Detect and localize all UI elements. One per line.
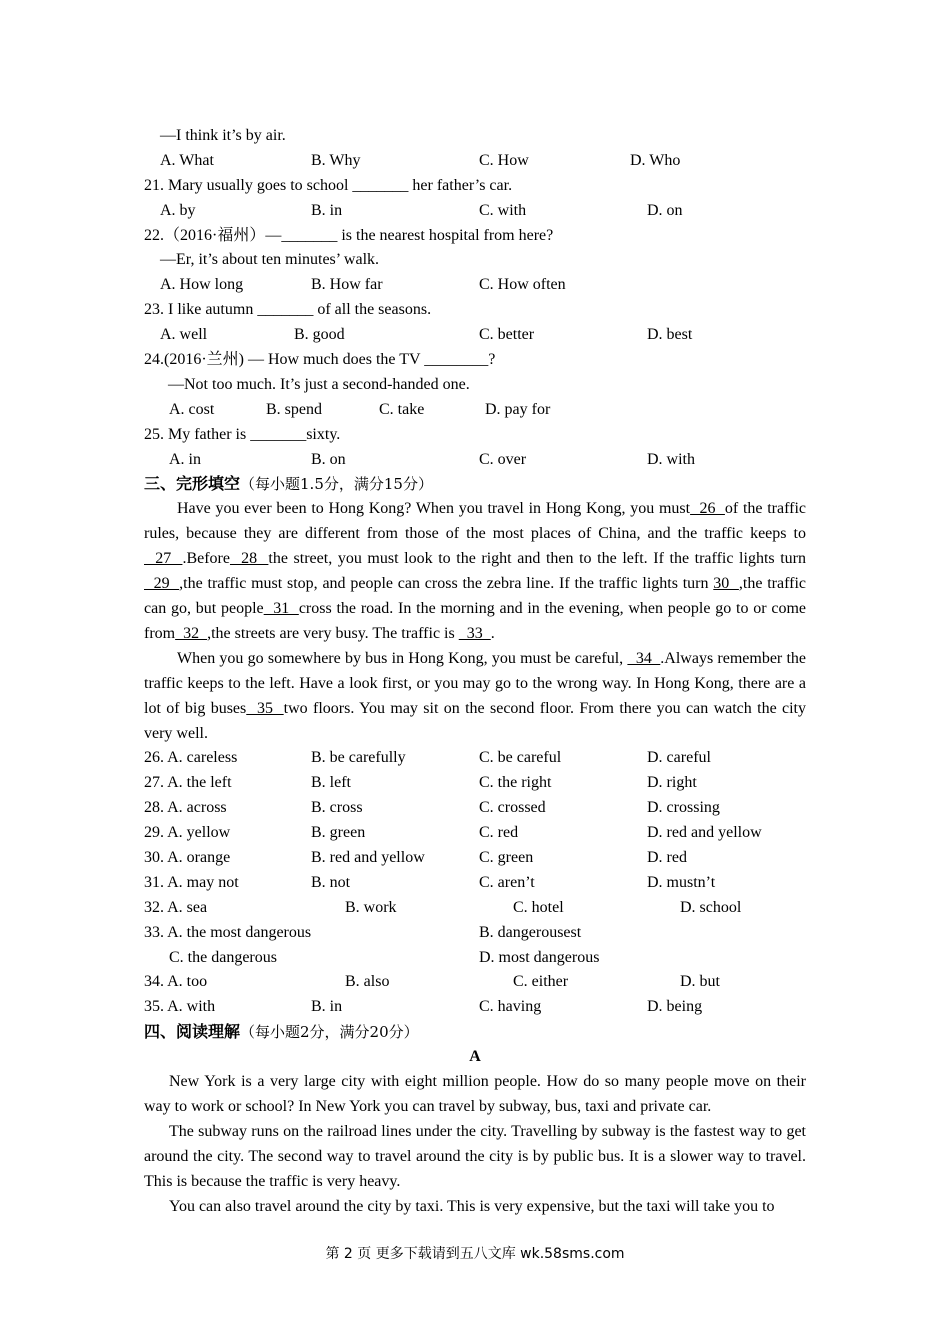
blank-27: 27 — [144, 550, 183, 568]
choice-row-27 — [144, 771, 806, 796]
choice-32-c: C. hotel — [513, 898, 564, 916]
q25-option-a: A. in — [169, 450, 201, 468]
q24-option-a: A. cost — [169, 400, 215, 418]
q23-option-b: B. good — [294, 326, 345, 344]
q25-option-d: D. with — [647, 450, 695, 468]
blank-31: 31 — [263, 599, 299, 617]
q24-options — [144, 398, 806, 423]
q25-options — [144, 448, 806, 473]
section4-heading — [144, 1020, 806, 1045]
q25-option-b: B. on — [311, 450, 346, 468]
cloze-text: ,the traffic must stop, and people can cross the zebra line. If the traffic lights turn — [179, 575, 714, 593]
q20-answer-line: —I think it’s by air. — [160, 127, 286, 144]
page-content — [144, 124, 806, 1219]
passage-label: A — [469, 1048, 481, 1066]
q23-option-c: C. better — [479, 326, 535, 344]
choice-27-a: 27. A. the left — [144, 774, 232, 792]
choice-26-a: 26. A. careless — [144, 749, 238, 767]
blank-29: 29 — [144, 575, 180, 593]
choice-33-a: 33. A. the most dangerous — [144, 923, 312, 941]
cloze-text: the street, you must look to the right and then to the left. If the traffic lights turn — [268, 550, 807, 568]
choice-31-a: 31. A. may not — [144, 873, 239, 891]
choice-33-c: C. the dangerous — [169, 948, 277, 966]
choice-row-32 — [144, 896, 806, 921]
choice-row-28 — [144, 796, 806, 821]
choice-34-c: C. either — [513, 973, 569, 991]
cloze-text: two floors. You may sit on the second floor. From there you can watch the city very well. — [144, 699, 807, 742]
q22-stem: 22.（2016·福州）—_______ is the nearest hospital from here? — [144, 226, 554, 244]
cloze-text: ,the streets are very busy. The traffic is — [207, 624, 459, 642]
q21-stem: 21. Mary usually goes to school _______ her father’s car. — [144, 176, 513, 194]
choice-26-c: C. be careful — [479, 749, 562, 767]
choice-29-c: C. red — [479, 824, 519, 842]
choice-29-d: D. red and yellow — [647, 824, 762, 842]
choice-row-35 — [144, 995, 806, 1020]
q23-stem: 23. I like autumn _______ of all the seasons. — [144, 301, 432, 319]
blank-26: 26 — [690, 500, 725, 518]
choice-34-d: D. but — [680, 973, 720, 991]
q22-answer-line: —Er, it’s about ten minutes’ walk. — [160, 251, 380, 269]
cloze-paragraph-1 — [144, 497, 806, 646]
q23-option-a: A. well — [160, 326, 208, 344]
choice-30-c: C. green — [479, 848, 534, 866]
choice-row-33 — [144, 921, 806, 946]
cloze-text: .Before — [182, 550, 230, 568]
choice-27-c: C. the right — [479, 774, 552, 792]
q25-stem: 25. My father is _______sixty. — [144, 425, 341, 443]
q20-option-a: A. What — [160, 151, 214, 169]
choice-30-b: B. red and yellow — [311, 848, 425, 866]
choice-27-b: B. left — [311, 774, 351, 792]
q20-option-c: C. How — [479, 151, 529, 169]
choice-31-b: B. not — [311, 873, 351, 891]
cloze-text: When you go somewhere by bus in Hong Kong, you must be careful, — [177, 649, 628, 667]
section3-title: 三、完形填空 — [144, 474, 241, 494]
choice-row-26 — [144, 746, 806, 771]
choice-28-a: 28. A. across — [144, 799, 227, 817]
page-footer: 第 2 页 更多下载请到五八文库 wk.58sms.com — [325, 1246, 625, 1262]
q20-option-d: D. Who — [630, 151, 681, 169]
choice-32-d: D. school — [680, 898, 742, 916]
choice-28-d: D. crossing — [647, 799, 720, 817]
choice-34-b: B. also — [345, 973, 390, 991]
choice-31-d: D. mustn’t — [647, 873, 716, 891]
cloze-text: of the traffic rules, because they are different from those of the most places of China, and the traffic keeps to — [144, 500, 807, 543]
choice-28-b: B. cross — [311, 799, 363, 817]
blank-30: 30 — [713, 575, 739, 593]
choice-26-d: D. careful — [647, 749, 711, 767]
q20-option-b: B. Why — [311, 151, 361, 169]
q24-option-d: D. pay for — [485, 400, 551, 418]
section3-heading — [144, 472, 806, 497]
choice-row-30 — [144, 846, 806, 871]
choice-35-c: C. having — [479, 998, 542, 1016]
q24-option-b: B. spend — [266, 400, 322, 418]
blank-33: 33 — [458, 624, 491, 642]
reading-paragraph-1: New York is a very large city with eight million people. How do so many people move on their way to work or school? In New York you can travel by subway, bus, taxi and private car. — [144, 1073, 806, 1115]
q24-stem: 24.(2016·兰州) — How much does the TV ________? — [144, 351, 496, 369]
q22-option-c: C. How often — [479, 276, 566, 294]
choice-33-d: D. most dangerous — [479, 948, 600, 966]
choice-29-a: 29. A. yellow — [144, 824, 231, 842]
choice-30-d: D. red — [647, 848, 687, 866]
blank-34: 34 — [627, 649, 661, 667]
choice-row-31 — [144, 871, 806, 896]
q21-options — [144, 199, 806, 224]
q23-option-d: D. best — [647, 326, 693, 344]
cloze-text: .Always remember the traffic keeps to the left. Have a look first, or you may go to the wrong way. In Hong Kong, there are a lot of big buses — [144, 649, 807, 717]
q22-option-b: B. How far — [311, 276, 383, 294]
cloze-paragraph-2 — [144, 647, 806, 747]
choice-33-b: B. dangerousest — [479, 923, 582, 941]
q22-options — [144, 273, 806, 298]
choice-34-a: 34. A. too — [144, 973, 208, 991]
choice-32-a: 32. A. sea — [144, 898, 208, 916]
section3-note: （每小题1.5分，满分15分） — [240, 475, 433, 494]
choice-29-b: B. green — [311, 824, 366, 842]
q21-option-b: B. in — [311, 201, 343, 219]
blank-35: 35 — [246, 699, 284, 717]
q21-option-c: C. with — [479, 201, 527, 219]
choice-row-29 — [144, 821, 806, 846]
q24-answer-line: —Not too much. It’s just a second-handed one. — [168, 375, 470, 393]
choice-26-b: B. be carefully — [311, 749, 406, 767]
choice-35-b: B. in — [311, 998, 343, 1016]
section4-note: （每小题2分，满分20分） — [240, 1023, 419, 1042]
section4-title: 四、阅读理解 — [144, 1022, 241, 1042]
q23-options — [144, 323, 806, 348]
choice-31-c: C. aren’t — [479, 873, 535, 891]
q24-option-c: C. take — [379, 400, 425, 418]
choice-35-a: 35. A. with — [144, 998, 216, 1016]
choice-32-b: B. work — [345, 898, 397, 916]
choice-30-a: 30. A. orange — [144, 848, 231, 866]
reading-paragraph-2: The subway runs on the railroad lines under the city. Travelling by subway is the fastest way to get around the city. The second way to travel around the city is by public bus. It is a slower way to travel. This is because the traffic is very heavy. — [144, 1122, 806, 1190]
blank-32: 32 — [175, 624, 208, 642]
q21-option-d: D. on — [647, 201, 683, 219]
cloze-text: . — [490, 624, 495, 642]
cloze-text: Have you ever been to Hong Kong? When you travel in Hong Kong, you must — [177, 500, 691, 518]
choice-row-33-cont — [144, 946, 806, 971]
q22-option-a: A. How long — [160, 276, 244, 294]
cloze-text: ,the traffic can go, but people — [144, 575, 807, 617]
cloze-text: cross the road. In the morning and in the evening, when people go to or come from — [144, 599, 807, 642]
reading-paragraph-3: You can also travel around the city by taxi. This is very expensive, but the taxi will take you to — [169, 1197, 775, 1215]
q20-options — [144, 149, 806, 174]
choice-28-c: C. crossed — [479, 799, 546, 817]
q25-option-c: C. over — [479, 450, 527, 468]
choice-row-34 — [144, 970, 806, 995]
choice-35-d: D. being — [647, 998, 703, 1016]
q21-option-a: A. by — [160, 201, 196, 219]
choice-27-d: D. right — [647, 774, 697, 792]
blank-28: 28 — [229, 550, 269, 568]
